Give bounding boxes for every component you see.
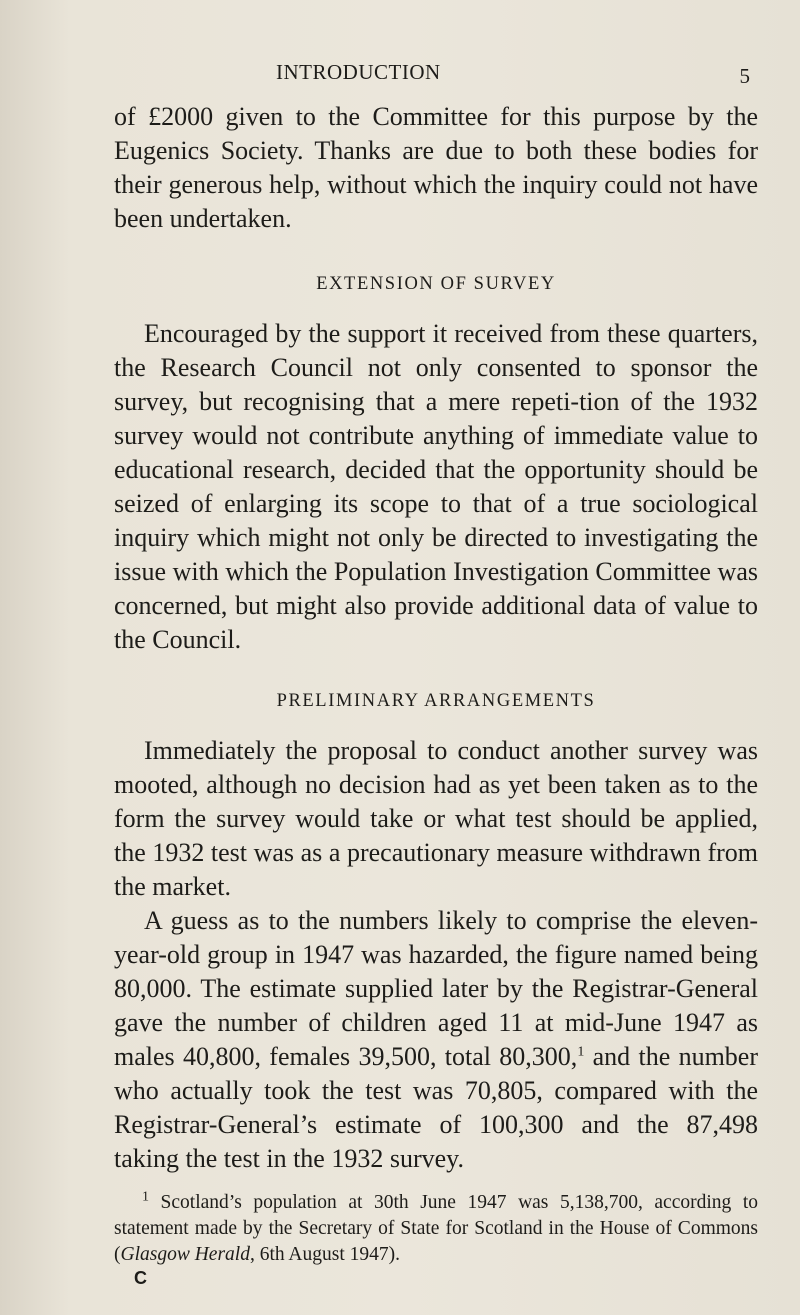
paragraph-estimate — [114, 904, 758, 1176]
footnote-citation-title: Glasgow Herald — [120, 1244, 250, 1265]
paragraph-extension: Encouraged by the support it received from these quarters, the Research Council not only consented to sponsor the survey, but recognising that a mere repeti-tion of the 1932 survey would not contribute anything of immediate value to educational research, decided that the opportunity should be seized of enlarging its scope to that of a true sociological inquiry which might not only be directed to investigating the issue with which the Population Investigation Committee was concerned, but might also provide additional data of value to the Council. — [114, 319, 758, 654]
section-heading-preliminary: PRELIMINARY ARRANGEMENTS — [276, 691, 596, 711]
section-heading-extension: EXTENSION OF SURVEY — [316, 274, 556, 294]
paragraph-estimate-text-end: and the number who actually took the test was 70,805, compared with the Registrar-General’s estimate of 100,300 and the 87,498 taking the test in the 1932 survey. — [114, 1042, 758, 1173]
running-title: INTRODUCTION — [276, 60, 441, 84]
footnote-reference: 1 — [577, 1044, 585, 1060]
running-head — [114, 60, 758, 90]
page-number: 5 — [739, 64, 750, 88]
paragraph-estimate-text: A guess as to the numbers likely to comprise the eleven-year-old group in 1947 was hazarded, the figure named being 80,000. The estimate supplied later by the Registrar-General gave the number of children aged 11 at mid-June 1947 as males 40,800, females 39,500, total 80,300, — [114, 906, 758, 1071]
printer-signature-mark: C — [134, 1268, 147, 1288]
footnote-text: Scotland’s population at 30th June 1947 was 5,138,700, according to statement made by the Secretary of State for Scotland in the House of Commons ( — [114, 1192, 758, 1265]
footnote — [114, 1190, 758, 1268]
footnote-text-end: , 6th August 1947). — [249, 1244, 401, 1265]
paragraph-proposal: Immediately the proposal to conduct another survey was mooted, although no decision had as yet been taken as to the form the survey would take or what test should be applied, the 1932 test was as a precautionary measure withdrawn from the market. — [114, 736, 758, 901]
footnote-marker: 1 — [142, 1189, 149, 1205]
paragraph-continuation: of £2000 given to the Committee for this purpose by the Eugenics Society. Thanks are due to both these bodies for their generous help, without which the inquiry could not have been undertaken. — [114, 102, 758, 233]
